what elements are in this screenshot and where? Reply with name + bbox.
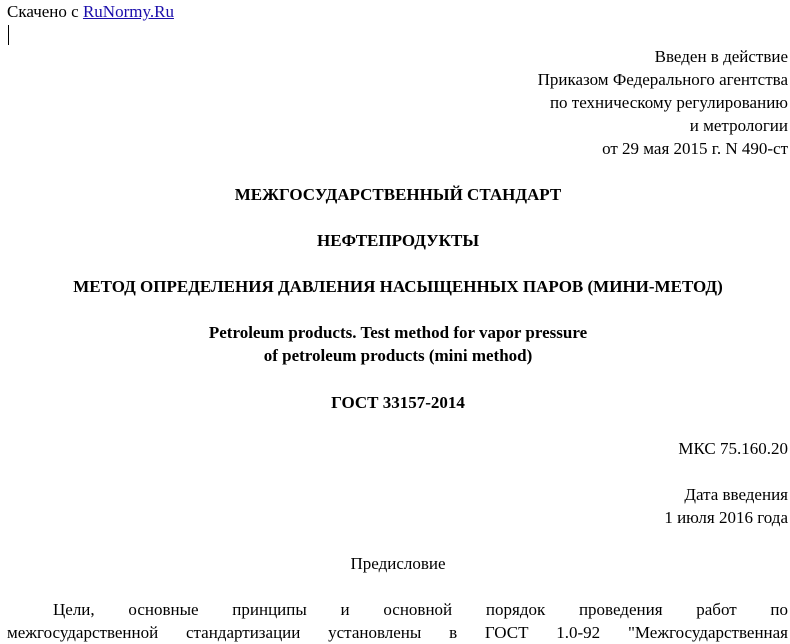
text-cursor [8,25,9,45]
source-prefix: Скачено с [7,2,79,21]
gost-number: ГОСТ 33157-2014 [331,393,465,412]
category-title: НЕФТЕПРОДУКТЫ [316,231,480,250]
date-label: Дата введения [684,485,788,504]
source-link[interactable]: RuNormy.Ru [82,2,174,21]
foreword-paragraph-line-2: межгосударственной стандартизации установлены в ГОСТ 1.0-92 "Межгосударственная [7,623,788,642]
intro-line-5: от 29 мая 2015 г. N 490-ст [602,139,788,158]
foreword-paragraph-line-1: Цели, основные принципы и основной порядок проведения работ по [53,600,788,619]
english-title-line-1: Petroleum products. Test method for vapor pressure [208,323,588,342]
intro-line-2: Приказом Федерального агентства [537,70,788,89]
english-title-line-2: of petroleum products (mini method) [263,346,533,365]
intro-line-3: по техническому регулированию [549,93,788,112]
date-value: 1 июля 2016 года [664,508,788,527]
mks-code: МКС 75.160.20 [678,439,788,458]
source-line [7,1,174,23]
standard-title: МЕЖГОСУДАРСТВЕННЫЙ СТАНДАРТ [234,185,562,204]
intro-line-4: и метрологии [689,116,788,135]
intro-line-1: Введен в действие [654,47,788,66]
foreword-heading: Предисловие [350,554,446,573]
method-title: МЕТОД ОПРЕДЕЛЕНИЯ ДАВЛЕНИЯ НАСЫЩЕННЫХ ПАРОВ (МИНИ-МЕТОД) [73,277,723,296]
